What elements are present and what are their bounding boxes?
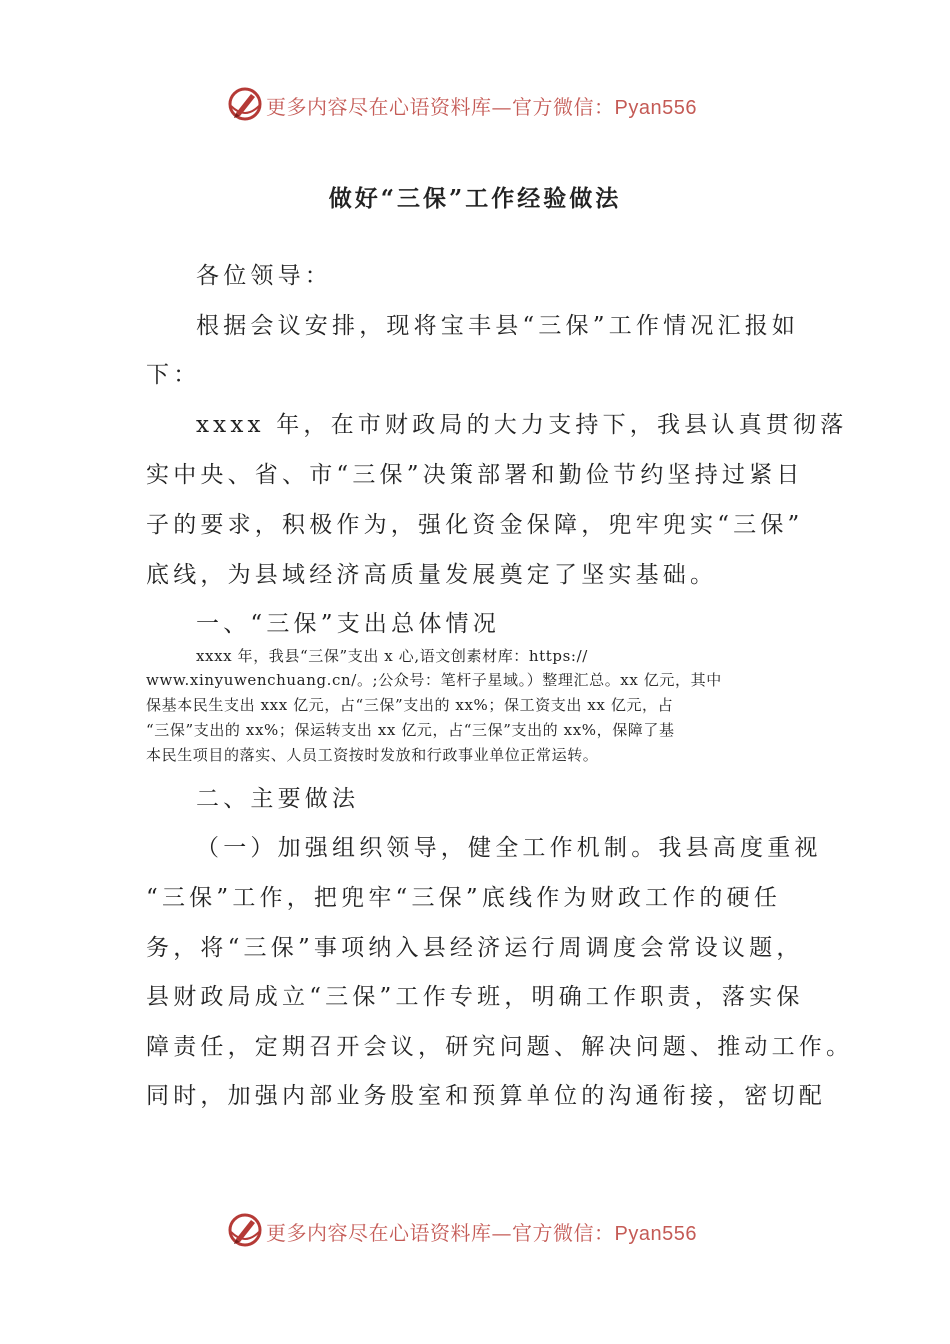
paragraph-line: 下：	[146, 362, 201, 388]
small-paragraph-line: 本民生项目的落实、人员工资按时发放和行政事业单位正常运转。	[146, 746, 599, 764]
watermark-prefix: 更多内容尽在心语资料库—官方微信：	[266, 1221, 615, 1245]
watermark-footer	[0, 1212, 950, 1248]
watermark-prefix: 更多内容尽在心语资料库—官方微信：	[266, 95, 615, 119]
paragraph-line: 子的要求，积极作为，强化资金保障，兜牢兜实“三保”	[146, 512, 804, 538]
paragraph-line: 县财政局成立“三保”工作专班，明确工作职责，落实保	[146, 984, 804, 1010]
paragraph-line: “三保”工作，把兜牢“三保”底线作为财政工作的硬任	[146, 885, 782, 911]
paragraph-line: 障责任，定期召开会议，研究问题、解决问题、推动工作。	[146, 1034, 854, 1060]
small-paragraph-line: 保基本民生支出 xxx 亿元，占“三保”支出的 xx%；保工资支出 xx 亿元，占	[146, 696, 674, 714]
salutation: 各位领导：	[196, 263, 332, 289]
paragraph-line: 务，将“三保”事项纳入县经济运行周调度会常设议题，	[146, 935, 804, 961]
paragraph-line: 同时，加强内部业务股室和预算单位的沟通衔接，密切配	[146, 1083, 826, 1109]
small-paragraph-line: “三保”支出的 xx%；保运转支出 xx 亿元，占“三保”支出的 xx%，保障了基	[146, 721, 675, 739]
paragraph-line: 实中央、省、市“三保”决策部署和勤俭节约坚持过紧日	[146, 462, 804, 488]
document-title: 做好“三保”工作经验做法	[328, 185, 622, 212]
watermark-wechat-id: Pyan556	[614, 97, 697, 119]
paragraph-line: （一）加强组织领导，健全工作机制。我县高度重视	[196, 835, 822, 861]
small-paragraph-line: xxxx 年，我县“三保”支出 x 心,语文创素材库：https://	[196, 647, 588, 665]
paragraph-line: 根据会议安排，现将宝丰县“三保”工作情况汇报如	[196, 313, 800, 339]
pen-logo-icon	[227, 1212, 263, 1248]
watermark-wechat-id: Pyan556	[614, 1223, 697, 1245]
section-heading: 二、主要做法	[196, 786, 360, 812]
paragraph-line: xxxx 年，在市财政局的大力支持下，我县认真贯彻落	[196, 412, 848, 438]
section-heading: 一、“三保”支出总体情况	[196, 611, 500, 637]
watermark-text	[266, 1217, 697, 1246]
pen-logo-icon	[227, 86, 263, 122]
watermark-header	[0, 86, 950, 122]
paragraph-line: 底线，为县域经济高质量发展奠定了坚实基础。	[146, 562, 718, 588]
small-paragraph-line: www.xinyuwenchuang.cn/。;公众号：笔杆子星域。）整理汇总。xx 亿元，其中	[146, 671, 722, 689]
watermark-text	[266, 91, 697, 120]
